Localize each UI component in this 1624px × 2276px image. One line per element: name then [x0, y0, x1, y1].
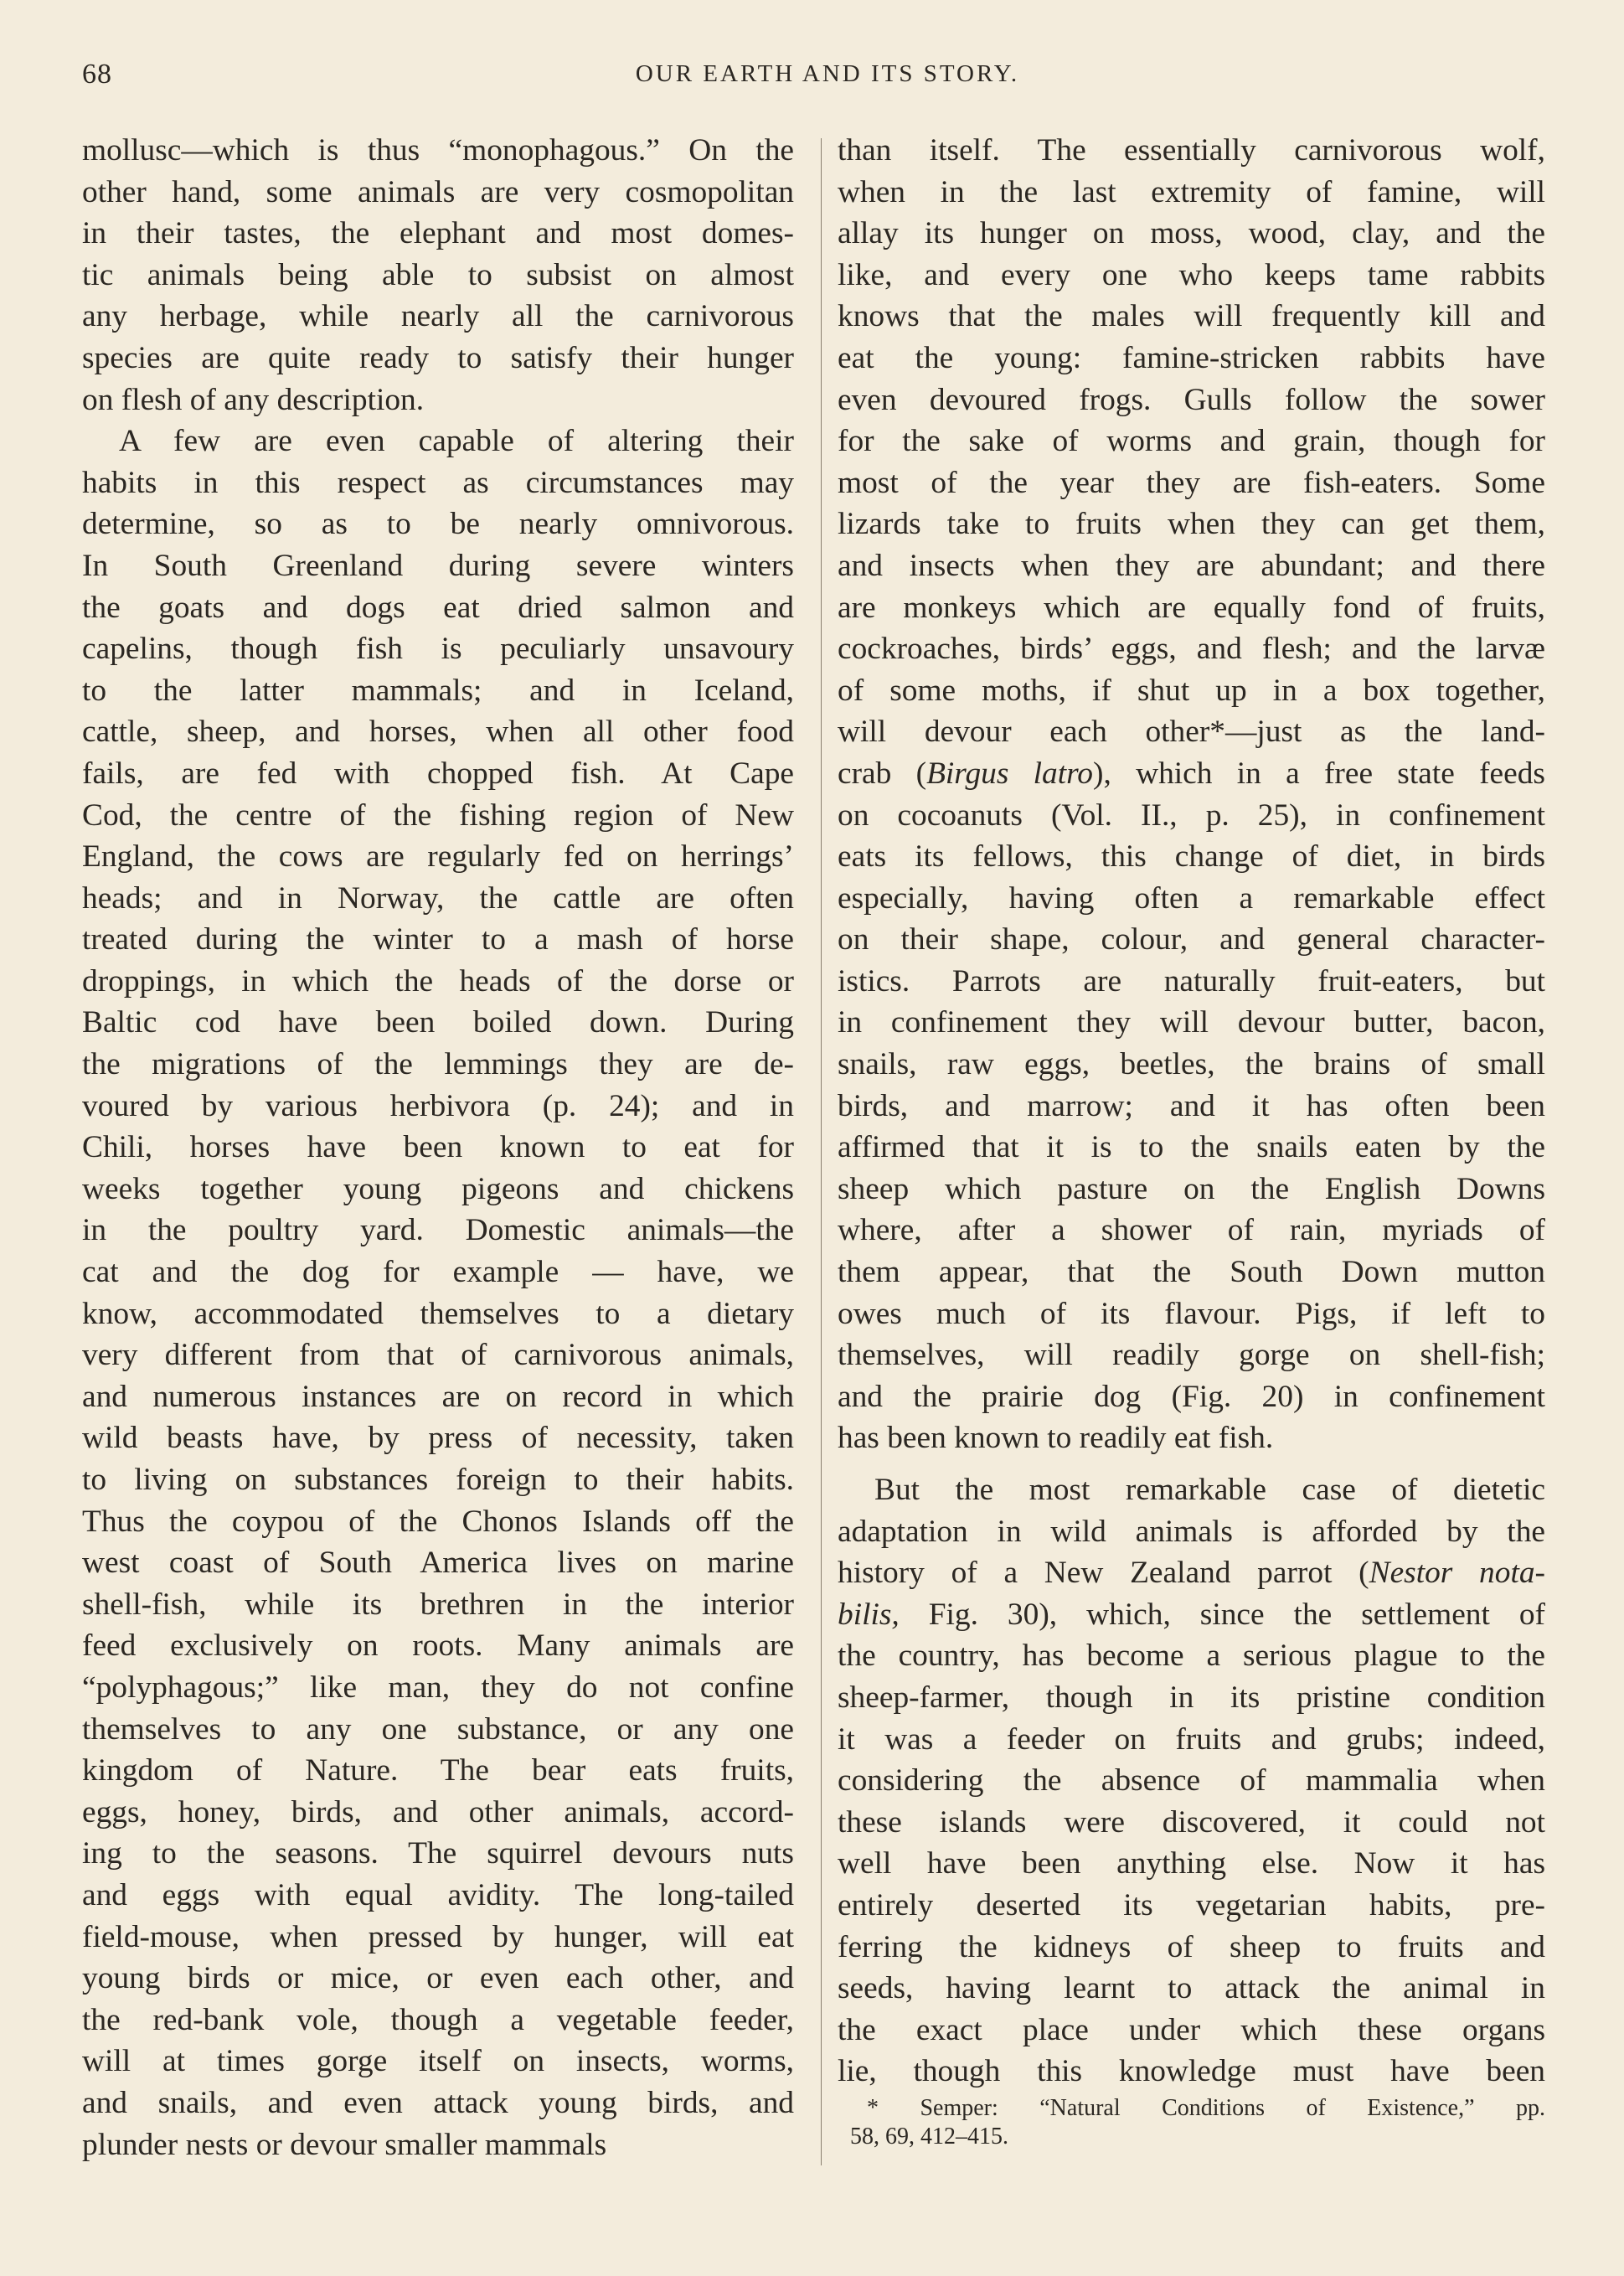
page-header	[82, 59, 1573, 101]
text-line: and insects when they are abundant; and there	[838, 548, 1545, 583]
text-line: these islands were discovered, it could not	[838, 1804, 1545, 1840]
text-line: well have been anything else. Now it has	[838, 1846, 1545, 1881]
text-line: any herbage, while nearly all the carnivorous	[82, 299, 794, 334]
footnote-line: 58, 69, 412–415.	[850, 2124, 1008, 2150]
text-line: especially, having often a remarkable effect	[838, 880, 1545, 916]
text-line: sheep-farmer, though in its pristine condition	[838, 1680, 1545, 1715]
text-line: shell-fish, while its brethren in the interior	[82, 1587, 794, 1622]
text-line: affirmed that it is to the snails eaten by the	[838, 1130, 1545, 1165]
text-line: most of the year they are fish-eaters. Some	[838, 465, 1545, 500]
text-line: heads; and in Norway, the cattle are often	[82, 880, 794, 916]
text-line: in confinement they will devour butter, bacon,	[838, 1005, 1545, 1040]
text-line: other hand, some animals are very cosmopolitan	[82, 174, 794, 209]
text-line: themselves, will readily gorge on shell-fish;	[838, 1338, 1545, 1373]
text-line: the red-bank vole, though a vegetable feeder,	[82, 2002, 794, 2037]
text-line: Chili, horses have been known to eat for	[82, 1130, 794, 1165]
text-line: the exact place under which these organs	[838, 2012, 1545, 2047]
text-line: are monkeys which are equally fond of fruits,	[838, 590, 1545, 625]
text-line: adaptation in wild animals is afforded by the	[838, 1514, 1545, 1549]
text-line: has been known to readily eat fish.	[838, 1421, 1274, 1456]
text-line: where, after a shower of rain, myriads of	[838, 1213, 1545, 1248]
text-line: fails, are fed with chopped fish. At Cape	[82, 756, 794, 791]
text-line: wild beasts have, by press of necessity, taken	[82, 1421, 794, 1456]
text-line: capelins, though fish is peculiarly unsavoury	[82, 632, 794, 667]
text-line: and snails, and even attack young birds, and	[82, 2085, 794, 2120]
text-line: to the latter mammals; and in Iceland,	[82, 673, 794, 708]
text-line: determine, so as to be nearly omnivorous.	[82, 507, 794, 542]
text-line: the migrations of the lemmings they are de-	[82, 1047, 794, 1082]
text-line: eat the young: famine-stricken rabbits have	[838, 340, 1545, 375]
text-line: for the sake of worms and grain, though for	[838, 424, 1545, 459]
text-line: mollusc—which is thus “monophagous.” On the	[82, 133, 794, 168]
text-line: habits in this respect as circumstances may	[82, 465, 794, 500]
text-line: eats its fellows, this change of diet, in birds	[838, 839, 1545, 875]
text-line: birds, and marrow; and it has often been	[838, 1088, 1545, 1123]
text-line: But the most remarkable case of dietetic	[874, 1473, 1545, 1507]
footnote	[850, 2094, 1545, 2151]
text-line: seeds, having learnt to attack the animal in	[838, 1971, 1545, 2006]
text-line: lie, though this knowledge must have been	[838, 2054, 1545, 2089]
text-line: ing to the seasons. The squirrel devours nuts	[82, 1836, 794, 1871]
text-line: entirely deserted its vegetarian habits, pre-	[838, 1887, 1545, 1922]
left-column	[82, 130, 794, 2165]
text-line: will devour each other*—just as the land-	[838, 715, 1545, 750]
text-line: “polyphagous;” like man, they do not confine	[82, 1670, 794, 1705]
text-line: owes much of its flavour. Pigs, if left to	[838, 1296, 1545, 1331]
text-line: considering the absence of mammalia when	[838, 1763, 1545, 1799]
text-line: cockroaches, birds’ eggs, and flesh; and the larvæ	[838, 632, 1545, 667]
text-line: Thus the coypou of the Chonos Islands off the	[82, 1504, 794, 1539]
text-line: treated during the winter to a mash of horse	[82, 922, 794, 957]
text-line: will at times gorge itself on insects, worms,	[82, 2044, 794, 2079]
text-line: on cocoanuts (Vol. II., p. 25), in confinement	[838, 797, 1545, 833]
text-line: snails, raw eggs, beetles, the brains of small	[838, 1047, 1545, 1082]
text-line: than itself. The essentially carnivorous wolf,	[838, 133, 1545, 168]
text-line: Baltic cod have been boiled down. During	[82, 1005, 794, 1040]
text-line: very different from that of carnivorous animals,	[82, 1338, 794, 1373]
column-divider	[821, 138, 822, 2165]
text-line: droppings, in which the heads of the dorse or	[82, 963, 794, 999]
paragraph-spacer	[838, 1459, 1545, 1469]
text-line: plunder nests or devour smaller mammals	[82, 2127, 607, 2162]
text-line: tic animals being able to subsist on almost	[82, 257, 794, 292]
text-line: themselves to any one substance, or any one	[82, 1711, 794, 1747]
right-column	[838, 130, 1545, 2093]
text-line: west coast of South America lives on marine	[82, 1546, 794, 1581]
text-line: and numerous instances are on record in which	[82, 1379, 794, 1414]
text-line: England, the cows are regularly fed on herrings’	[82, 839, 794, 875]
text-line: lizards take to fruits when they can get them,	[838, 507, 1545, 542]
text-line: know, accommodated themselves to a dietary	[82, 1296, 794, 1331]
text-line: in their tastes, the elephant and most domes-	[82, 216, 794, 251]
text-line: allay its hunger on moss, wood, clay, and the	[838, 216, 1545, 251]
text-line: In South Greenland during severe winters	[82, 548, 794, 583]
text-line: A few are even capable of altering their	[119, 424, 794, 459]
text-line: on their shape, colour, and general character-	[838, 922, 1545, 957]
text-line: the goats and dogs eat dried salmon and	[82, 590, 794, 625]
text-line: feed exclusively on roots. Many animals are	[82, 1628, 794, 1664]
text-line: field-mouse, when pressed by hunger, will eat	[82, 1919, 794, 1954]
text-line: when in the last extremity of famine, will	[838, 174, 1545, 209]
text-line: voured by various herbivora (p. 24); and in	[82, 1088, 794, 1123]
text-line: and the prairie dog (Fig. 20) in confinement	[838, 1379, 1545, 1414]
text-line: Cod, the centre of the fishing region of New	[82, 797, 794, 833]
text-line: of some moths, if shut up in a box together,	[838, 673, 1545, 708]
text-line: and eggs with equal avidity. The long-tailed	[82, 1877, 794, 1912]
text-line: on flesh of any description.	[82, 382, 425, 417]
text-line: in the poultry yard. Domestic animals—the	[82, 1213, 794, 1248]
text-line: sheep which pasture on the English Downs	[838, 1171, 1545, 1206]
text-line: weeks together young pigeons and chickens	[82, 1171, 794, 1206]
text-line: eggs, honey, birds, and other animals, accord-	[82, 1794, 794, 1830]
text-line: history of a New Zealand parrot (Nestor nota-	[838, 1556, 1545, 1591]
text-line: ferring the kidneys of sheep to fruits and	[838, 1929, 1545, 1964]
text-line: them appear, that the South Down mutton	[838, 1255, 1545, 1290]
text-line: young birds or mice, or even each other, and	[82, 1961, 794, 1996]
text-line: species are quite ready to satisfy their hunger	[82, 340, 794, 375]
text-line: even devoured frogs. Gulls follow the sower	[838, 382, 1545, 417]
text-line: the country, has become a serious plague to the	[838, 1639, 1545, 1674]
running-title: OUR EARTH AND ITS STORY.	[635, 60, 1020, 87]
text-line: crab (Birgus latro), which in a free state feeds	[838, 756, 1545, 791]
text-line: cat and the dog for example — have, we	[82, 1255, 794, 1290]
text-line: knows that the males will frequently kill and	[838, 299, 1545, 334]
text-line: bilis, Fig. 30), which, since the settlement of	[838, 1597, 1545, 1632]
text-line: cattle, sheep, and horses, when all other food	[82, 715, 794, 750]
text-line: to living on substances foreign to their habits.	[82, 1463, 794, 1497]
page-number: 68	[82, 59, 112, 90]
text-line: istics. Parrots are naturally fruit-eaters, but	[838, 963, 1545, 999]
text-line: kingdom of Nature. The bear eats fruits,	[82, 1753, 794, 1788]
text-line: like, and every one who keeps tame rabbits	[838, 257, 1545, 292]
footnote-line: * Semper: “Natural Conditions of Existence,” pp.	[867, 2095, 1545, 2121]
text-line: it was a feeder on fruits and grubs; indeed,	[838, 1721, 1545, 1757]
